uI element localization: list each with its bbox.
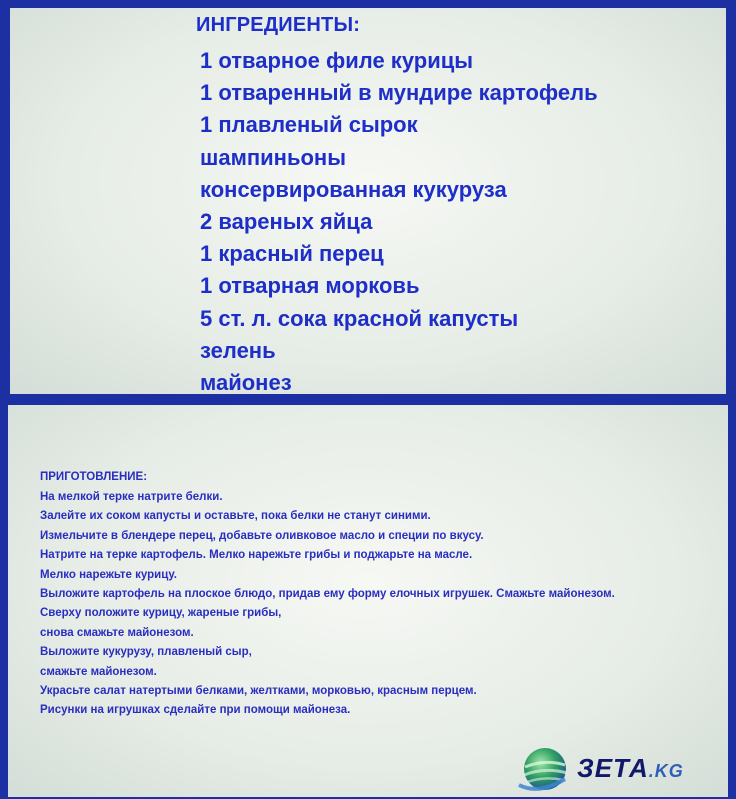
- ingredients-heading: ИНГРЕДИЕНТЫ:: [196, 14, 361, 36]
- ingredients-list: [200, 45, 598, 399]
- preparation-step: снова смажьте майонезом.: [40, 626, 194, 639]
- watermark-tld: .KG: [648, 761, 684, 781]
- ingredients-panel: [10, 8, 726, 394]
- ingredient-item: 1 отваренный в мундире картофель: [200, 80, 598, 106]
- preparation-step: Выложите кукурузу, плавленый сыр,: [40, 646, 252, 659]
- preparation-steps: [40, 488, 615, 721]
- preparation-step: Рисунки на игрушках сделайте при помощи майонеза.: [40, 704, 351, 717]
- preparation-step: Залейте их соком капусты и оставьте, пока белки не станут синими.: [40, 510, 431, 523]
- ingredient-item: 1 отварное филе курицы: [200, 48, 474, 73]
- ingredient-item: консервированная кукуруза: [200, 176, 507, 202]
- preparation-step: смажьте майонезом.: [40, 665, 157, 678]
- ingredient-item: шампиньоны: [200, 144, 346, 170]
- ingredient-item: 1 плавленый сырок: [200, 112, 418, 138]
- preparation-step: Мелко нарежьте курицу.: [40, 568, 177, 581]
- ingredient-item: майонез: [200, 369, 292, 395]
- watermark-name: ЗЕТА: [577, 753, 649, 783]
- ingredient-item: 5 ст. л. сока красной капусты: [200, 305, 519, 331]
- ingredient-item: 1 красный перец: [200, 241, 384, 267]
- preparation-panel: [8, 405, 728, 797]
- preparation-step: На мелкой терке натрите белки.: [40, 491, 223, 503]
- preparation-heading: ПРИГОТОВЛЕНИЕ:: [40, 471, 148, 483]
- preparation-step: Измельчите в блендере перец, добавьте оливковое масло и специи по вкусу.: [40, 529, 484, 542]
- ingredient-item: зелень: [200, 337, 276, 363]
- ingredient-item: 2 вареных яйца: [200, 208, 373, 234]
- ingredient-item: 1 отварная морковь: [200, 273, 420, 299]
- preparation-step: Сверху положите курицу, жареные грибы,: [40, 607, 282, 620]
- globe-icon: [515, 745, 575, 795]
- preparation-step: Украсьте салат натертыми белками, желтками, морковью, красным перцем.: [40, 684, 477, 697]
- watermark-logo: [515, 745, 730, 795]
- preparation-step: Выложите картофель на плоское блюдо, придав ему форму елочных игрушек. Смажьте майонезом.: [40, 587, 615, 600]
- preparation-step: Натрите на терке картофель. Мелко нарежьте грибы и поджарьте на масле.: [40, 549, 473, 562]
